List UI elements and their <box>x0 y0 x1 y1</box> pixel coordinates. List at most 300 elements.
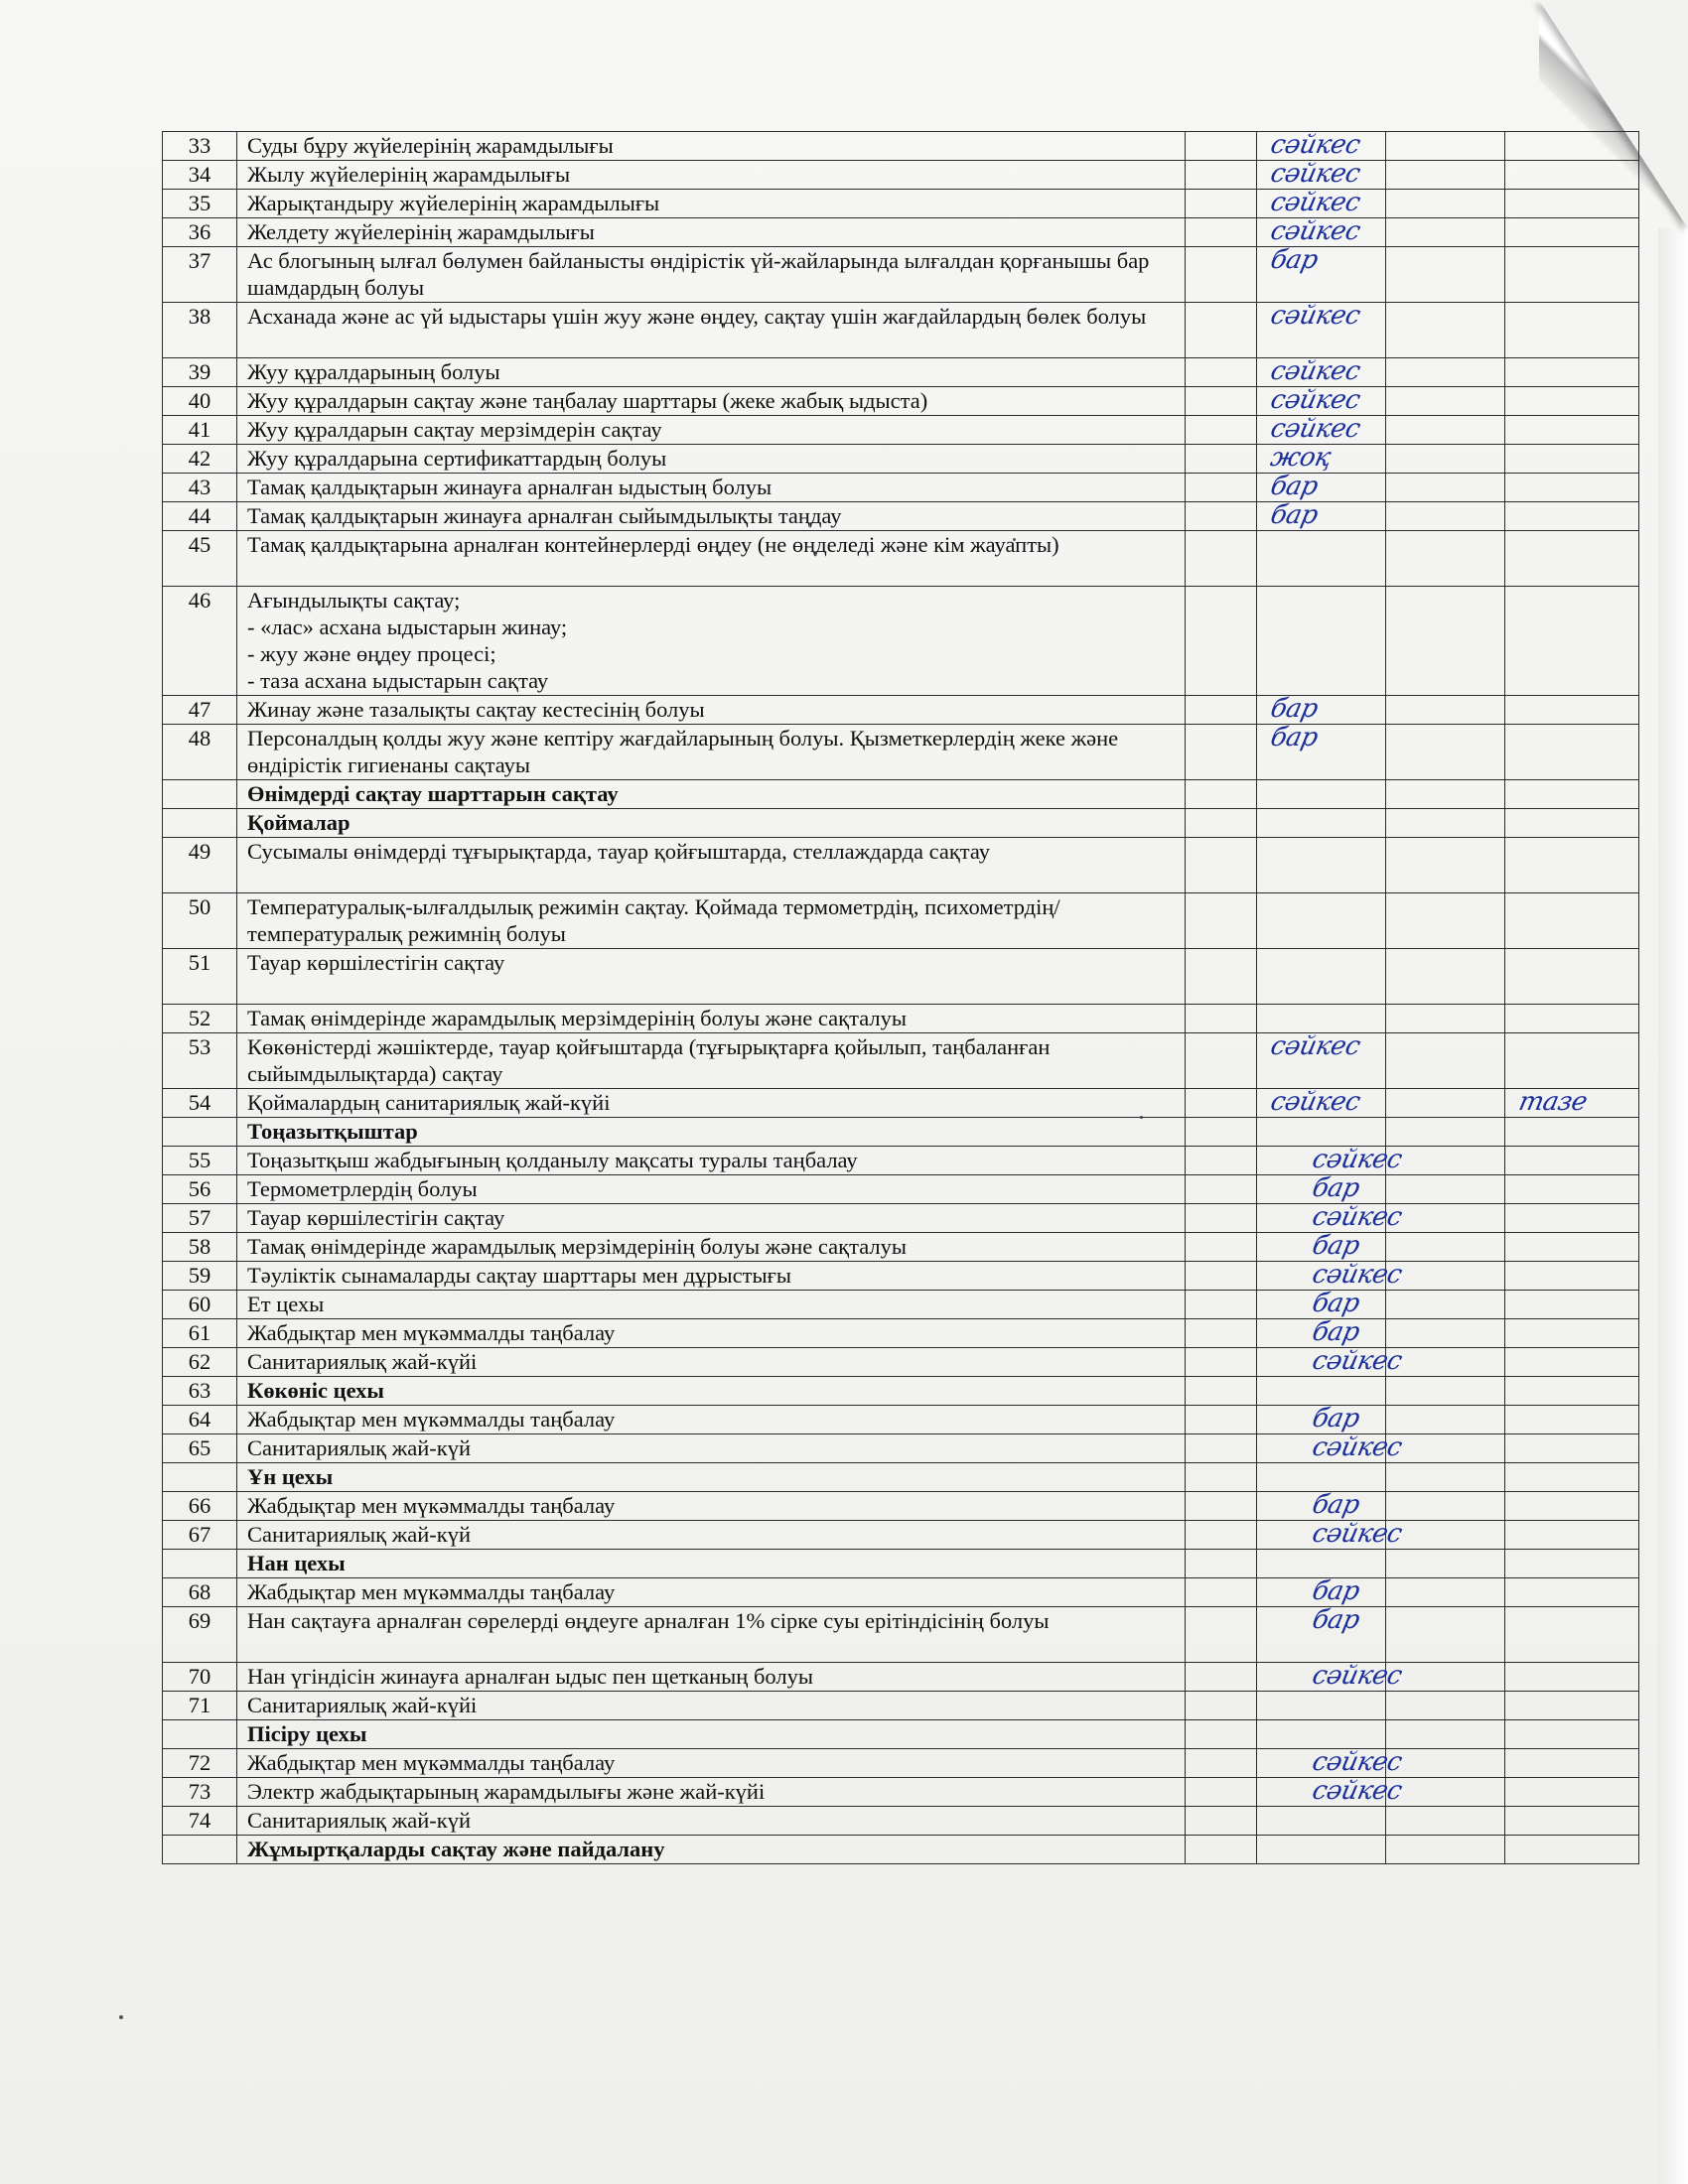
assessment-cell <box>1257 780 1386 809</box>
table-row <box>163 1434 1639 1463</box>
criterion-text: Санитариялық жай-күй <box>237 1521 1186 1550</box>
criterion-text: Тауар көршілестігін сақтау <box>237 949 1186 1005</box>
assessment-cell <box>1386 1147 1505 1175</box>
criterion-text: Санитариялық жай-күйі <box>237 1692 1186 1720</box>
row-number: 46 <box>163 587 237 696</box>
row-number: 73 <box>163 1778 237 1807</box>
section-heading: Пісіру цехы <box>237 1720 1186 1749</box>
assessment-cell <box>1505 1578 1639 1607</box>
assessment-cell <box>1186 1291 1257 1319</box>
assessment-cell <box>1505 696 1639 725</box>
section-row <box>163 780 1639 809</box>
table-row <box>163 387 1639 416</box>
criterion-text: Тамақ қалдықтарын жинауға арналған сыйымдылықты таңдау <box>237 502 1186 531</box>
row-number: 59 <box>163 1262 237 1291</box>
table-row <box>163 1492 1639 1521</box>
row-number: 68 <box>163 1578 237 1607</box>
assessment-cell <box>1505 1521 1639 1550</box>
assessment-cell <box>1257 1233 1386 1262</box>
table-row <box>163 1204 1639 1233</box>
row-number <box>163 1720 237 1749</box>
assessment-cell <box>1505 949 1639 1005</box>
assessment-cell <box>1186 809 1257 838</box>
assessment-cell <box>1186 218 1257 247</box>
table-row <box>163 1262 1639 1291</box>
handwritten-mark: бар <box>1309 1317 1362 1347</box>
table-row <box>163 1521 1639 1550</box>
assessment-cell <box>1386 1005 1505 1033</box>
assessment-cell <box>1257 696 1386 725</box>
assessment-cell <box>1505 809 1639 838</box>
criterion-text: Термометрлердің болуы <box>237 1175 1186 1204</box>
assessment-cell <box>1386 161 1505 190</box>
criterion-text: Жабдықтар мен мүкәммалды таңбалау <box>237 1406 1186 1434</box>
section-row <box>163 809 1639 838</box>
criterion-text: Санитариялық жай-күй <box>237 1434 1186 1463</box>
handwritten-mark: сәйкес <box>1267 414 1363 444</box>
criterion-text: Санитариялық жай-күй <box>237 1807 1186 1836</box>
assessment-cell <box>1505 1434 1639 1463</box>
criterion-text: Жинау және тазалықты сақтау кестесінің болуы <box>237 696 1186 725</box>
table-row <box>163 1749 1639 1778</box>
criterion-text: Жуу құралдарына сертификаттардың болуы <box>237 445 1186 474</box>
handwritten-mark: бар <box>1309 1490 1362 1520</box>
criterion-text: Тәуліктік сынамаларды сақтау шарттары мен дұрыстығы <box>237 1262 1186 1291</box>
row-number: 56 <box>163 1175 237 1204</box>
row-number <box>163 1836 237 1864</box>
criterion-text: Тамақ қалдықтарын жинауға арналған ыдыстың болуы <box>237 474 1186 502</box>
handwritten-mark: бар <box>1267 245 1321 275</box>
criterion-text: Персоналдың қолды жуу және кептіру жағдайларының болуы. Қызметкерлердің жеке және өндірістік гигиенаны сақтауы <box>237 725 1186 780</box>
assessment-cell <box>1257 1346 1405 1377</box>
assessment-cell <box>1257 1661 1405 1692</box>
assessment-cell <box>1386 1778 1505 1807</box>
criterion-text: Жабдықтар мен мүкәммалды таңбалау <box>237 1492 1186 1521</box>
row-number: 62 <box>163 1348 237 1377</box>
assessment-cell <box>1505 161 1639 190</box>
assessment-cell <box>1505 1262 1639 1291</box>
assessment-cell <box>1186 161 1257 190</box>
assessment-cell <box>1257 949 1386 1005</box>
row-number: 65 <box>163 1434 237 1463</box>
assessment-cell <box>1386 1291 1505 1319</box>
assessment-cell <box>1386 190 1505 218</box>
row-number: 54 <box>163 1089 237 1118</box>
assessment-cell <box>1186 132 1257 161</box>
assessment-cell <box>1505 1778 1639 1807</box>
assessment-cell <box>1186 1175 1257 1204</box>
assessment-cell <box>1257 1692 1386 1720</box>
assessment-cell <box>1257 1747 1405 1778</box>
row-number: 63 <box>163 1377 237 1406</box>
assessment-cell <box>1386 1663 1505 1692</box>
handwritten-mark: сәйкес <box>1309 1260 1405 1290</box>
assessment-cell <box>1257 1776 1405 1807</box>
assessment-cell <box>1257 1118 1386 1147</box>
table-row <box>163 132 1639 161</box>
assessment-cell <box>1505 1492 1639 1521</box>
assessment-cell <box>1257 1377 1386 1406</box>
assessment-cell <box>1186 949 1257 1005</box>
assessment-cell <box>1257 1145 1405 1175</box>
table-row <box>163 1807 1639 1836</box>
assessment-cell <box>1386 1463 1505 1492</box>
assessment-cell <box>1257 1463 1386 1492</box>
criterion-text: Санитариялық жай-күйі <box>237 1348 1186 1377</box>
assessment-cell <box>1186 587 1257 696</box>
assessment-cell <box>1257 1089 1386 1118</box>
assessment-cell <box>1186 1348 1257 1377</box>
assessment-cell <box>1257 1607 1386 1663</box>
assessment-cell <box>1505 1005 1639 1033</box>
assessment-cell <box>1186 1607 1257 1663</box>
assessment-cell <box>1386 1233 1505 1262</box>
section-row <box>163 1463 1639 1492</box>
handwritten-mark: сәйкес <box>1309 1747 1405 1777</box>
assessment-cell <box>1257 1578 1386 1607</box>
assessment-cell <box>1186 1807 1257 1836</box>
row-number: 41 <box>163 416 237 445</box>
row-number: 44 <box>163 502 237 531</box>
section-row <box>163 1720 1639 1749</box>
assessment-cell <box>1186 1147 1257 1175</box>
assessment-cell <box>1386 218 1505 247</box>
assessment-cell <box>1386 696 1505 725</box>
assessment-cell <box>1257 1406 1386 1434</box>
row-number: 37 <box>163 247 237 303</box>
table-row <box>163 1175 1639 1204</box>
assessment-cell <box>1386 445 1505 474</box>
assessment-cell <box>1257 1175 1386 1204</box>
assessment-cell <box>1186 696 1257 725</box>
handwritten-mark: бар <box>1267 694 1321 724</box>
assessment-cell <box>1505 893 1639 949</box>
table-row <box>163 161 1639 190</box>
assessment-cell <box>1257 1202 1405 1233</box>
row-number: 52 <box>163 1005 237 1033</box>
handwritten-mark: бар <box>1267 500 1321 530</box>
assessment-cell <box>1186 303 1257 358</box>
table-row <box>163 474 1639 502</box>
assessment-cell <box>1186 1434 1257 1463</box>
assessment-cell <box>1505 1348 1639 1377</box>
assessment-cell <box>1186 1033 1257 1089</box>
row-number: 45 <box>163 531 237 587</box>
criterion-text: Желдету жүйелерінің жарамдылығы <box>237 218 1186 247</box>
table-row <box>163 531 1639 587</box>
assessment-cell <box>1386 1492 1505 1521</box>
assessment-cell <box>1505 1233 1639 1262</box>
table-row <box>163 1692 1639 1720</box>
assessment-cell <box>1386 1262 1505 1291</box>
assessment-cell <box>1257 587 1386 696</box>
table-row <box>163 696 1639 725</box>
assessment-cell <box>1186 416 1257 445</box>
assessment-cell <box>1186 1233 1257 1262</box>
assessment-cell <box>1386 1118 1505 1147</box>
assessment-cell <box>1505 1377 1639 1406</box>
assessment-cell <box>1505 587 1639 696</box>
criterion-text: Нан сақтауға арналған сөрелерді өңдеуге арналған 1% сірке суы ерітіндісінің болуы <box>237 1607 1186 1663</box>
criterion-text: Жарықтандыру жүйелерінің жарамдылығы <box>237 190 1186 218</box>
assessment-cell <box>1257 1319 1386 1348</box>
assessment-cell <box>1186 1836 1257 1864</box>
criterion-text: Электр жабдықтарының жарамдылығы және жай-күйі <box>237 1778 1186 1807</box>
row-number: 71 <box>163 1692 237 1720</box>
criterion-text: Тауар көршілестігін сақтау <box>237 1204 1186 1233</box>
assessment-cell <box>1386 1692 1505 1720</box>
assessment-cell <box>1505 1807 1639 1836</box>
assessment-cell <box>1505 1692 1639 1720</box>
row-number: 40 <box>163 387 237 416</box>
assessment-cell <box>1257 809 1386 838</box>
assessment-cell <box>1505 1089 1639 1118</box>
row-number <box>163 1463 237 1492</box>
assessment-cell <box>1505 1033 1639 1089</box>
assessment-cell <box>1257 1291 1386 1319</box>
row-number: 42 <box>163 445 237 474</box>
assessment-cell <box>1186 1692 1257 1720</box>
row-number: 57 <box>163 1204 237 1233</box>
handwritten-mark: сәйкес <box>1309 1202 1405 1232</box>
handwritten-mark: сәйкес <box>1309 1433 1405 1462</box>
criterion-text: Нан үгіндісін жинауға арналған ыдыс пен щетканың болуы <box>237 1663 1186 1692</box>
handwritten-mark: сәйкес <box>1309 1776 1405 1806</box>
assessment-cell <box>1186 1521 1257 1550</box>
table-row <box>163 1778 1639 1807</box>
assessment-cell <box>1505 132 1639 161</box>
assessment-cell <box>1186 1492 1257 1521</box>
criterion-text: Қоймалардың санитариялық жай-күйі <box>237 1089 1186 1118</box>
criterion-text: Тоңазытқыш жабдығының қолданылу мақсаты туралы таңбалау <box>237 1147 1186 1175</box>
assessment-cell <box>1386 949 1505 1005</box>
assessment-cell <box>1505 358 1639 387</box>
criterion-text: Жуу құралдарының болуы <box>237 358 1186 387</box>
handwritten-mark: жоқ <box>1267 443 1334 473</box>
assessment-cell <box>1257 1519 1405 1550</box>
assessment-cell <box>1186 893 1257 949</box>
assessment-cell <box>1186 1262 1257 1291</box>
assessment-cell <box>1186 1319 1257 1348</box>
assessment-cell <box>1505 1147 1639 1175</box>
assessment-cell <box>1505 1749 1639 1778</box>
row-number: 70 <box>163 1663 237 1692</box>
row-number: 69 <box>163 1607 237 1663</box>
section-row <box>163 1118 1639 1147</box>
criterion-text: Ет цехы <box>237 1291 1186 1319</box>
row-number: 39 <box>163 358 237 387</box>
assessment-cell <box>1505 531 1639 587</box>
table-row <box>163 247 1639 303</box>
inspection-checklist-table <box>162 131 1639 1864</box>
assessment-cell <box>1505 1463 1639 1492</box>
assessment-cell <box>1186 190 1257 218</box>
table-row <box>163 1663 1639 1692</box>
criterion-text: Жуу құралдарын сақтау және таңбалау шарттары (жеке жабық ыдыста) <box>237 387 1186 416</box>
assessment-cell <box>1186 780 1257 809</box>
assessment-cell <box>1186 725 1257 780</box>
criterion-text: Асханада және ас үй ыдыстары үшін жуу және өңдеу, сақтау үшін жағдайлардың бөлек болуы <box>237 303 1186 358</box>
assessment-cell <box>1257 531 1386 587</box>
row-number <box>163 780 237 809</box>
table-row <box>163 1348 1639 1377</box>
handwritten-mark: сәйкес <box>1309 1661 1405 1691</box>
assessment-cell <box>1186 1118 1257 1147</box>
assessment-cell <box>1257 190 1386 218</box>
assessment-cell <box>1386 474 1505 502</box>
assessment-cell <box>1386 587 1505 696</box>
criterion-text: Суды бұру жүйелерінің жарамдылығы <box>237 132 1186 161</box>
handwritten-mark: бар <box>1309 1576 1362 1606</box>
table-row <box>163 358 1639 387</box>
assessment-cell <box>1257 247 1386 303</box>
assessment-cell <box>1257 445 1386 474</box>
handwritten-mark: сәйкес <box>1267 301 1363 331</box>
table-row <box>163 1005 1639 1033</box>
assessment-cell <box>1257 387 1386 416</box>
assessment-cell <box>1386 838 1505 893</box>
assessment-cell <box>1257 1005 1386 1033</box>
assessment-cell <box>1257 1836 1386 1864</box>
assessment-cell <box>1257 502 1386 531</box>
assessment-cell <box>1186 531 1257 587</box>
assessment-cell <box>1505 1204 1639 1233</box>
assessment-cell <box>1186 358 1257 387</box>
assessment-cell <box>1257 1807 1386 1836</box>
table-row <box>163 416 1639 445</box>
row-number <box>163 809 237 838</box>
criterion-text: Көкөніс цехы <box>237 1377 1186 1406</box>
assessment-cell <box>1386 1720 1505 1749</box>
assessment-cell <box>1386 132 1505 161</box>
assessment-cell <box>1186 1720 1257 1749</box>
assessment-cell <box>1257 893 1386 949</box>
assessment-cell <box>1505 303 1639 358</box>
table-row <box>163 1319 1639 1348</box>
assessment-cell <box>1386 1749 1505 1778</box>
assessment-cell <box>1386 1175 1505 1204</box>
assessment-cell <box>1505 502 1639 531</box>
assessment-cell <box>1386 247 1505 303</box>
assessment-cell <box>1505 1607 1639 1663</box>
handwritten-mark: сәйкес <box>1267 130 1363 160</box>
table-row <box>163 1233 1639 1262</box>
row-number: 36 <box>163 218 237 247</box>
assessment-cell <box>1386 1434 1505 1463</box>
assessment-cell <box>1257 132 1386 161</box>
row-number: 53 <box>163 1033 237 1089</box>
assessment-cell <box>1505 247 1639 303</box>
criterion-text: Жабдықтар мен мүкәммалды таңбалау <box>237 1319 1186 1348</box>
table-row <box>163 303 1639 358</box>
handwritten-mark: сәйкес <box>1267 385 1363 415</box>
assessment-cell <box>1257 416 1386 445</box>
assessment-cell <box>1186 1578 1257 1607</box>
assessment-cell <box>1386 1836 1505 1864</box>
assessment-cell <box>1257 1492 1386 1521</box>
section-heading: Жұмыртқаларды сақтау және пайдалану <box>237 1836 1186 1864</box>
row-number <box>163 1118 237 1147</box>
section-heading: Нан цехы <box>237 1550 1186 1578</box>
row-number: 47 <box>163 696 237 725</box>
assessment-cell <box>1186 502 1257 531</box>
assessment-cell <box>1386 1319 1505 1348</box>
criterion-text: Ас блогының ылғал бөлумен байланысты өндірістік үй-жайларында ылғалдан қорғанышы бар шамдардың болуы <box>237 247 1186 303</box>
assessment-cell <box>1505 1291 1639 1319</box>
assessment-cell <box>1186 1778 1257 1807</box>
assessment-cell <box>1386 809 1505 838</box>
assessment-cell <box>1505 1663 1639 1692</box>
assessment-cell <box>1257 303 1386 358</box>
table-row <box>163 838 1639 893</box>
handwritten-mark: сәйкес <box>1267 356 1363 386</box>
assessment-cell <box>1386 1607 1505 1663</box>
assessment-cell <box>1386 416 1505 445</box>
table-row <box>163 190 1639 218</box>
assessment-cell <box>1505 190 1639 218</box>
assessment-cell <box>1386 1550 1505 1578</box>
section-row <box>163 1550 1639 1578</box>
handwritten-mark: сәйкес <box>1267 188 1363 217</box>
assessment-cell <box>1386 725 1505 780</box>
handwritten-mark: сәйкес <box>1267 1087 1363 1117</box>
assessment-cell <box>1505 1175 1639 1204</box>
assessment-cell <box>1505 725 1639 780</box>
handwritten-mark: бар <box>1309 1404 1362 1433</box>
assessment-cell <box>1386 1033 1505 1089</box>
table-row <box>163 1607 1639 1663</box>
assessment-cell <box>1505 416 1639 445</box>
criterion-text: Жуу құралдарын сақтау мерзімдерін сақтау <box>237 416 1186 445</box>
assessment-cell <box>1505 1118 1639 1147</box>
assessment-cell <box>1186 474 1257 502</box>
section-heading: Өнімдерді сақтау шарттарын сақтау <box>237 780 1186 809</box>
table-row <box>163 445 1639 474</box>
table-row <box>163 725 1639 780</box>
assessment-cell <box>1386 531 1505 587</box>
criterion-text: Температуралық-ылғалдылық режимін сақтау. Қоймада термометрдің, психометрдің/температуралық режимнің болуы <box>237 893 1186 949</box>
table-row <box>163 587 1639 696</box>
assessment-cell <box>1386 1377 1505 1406</box>
assessment-cell <box>1505 1720 1639 1749</box>
handwritten-mark: сәйкес <box>1309 1346 1405 1376</box>
row-number: 48 <box>163 725 237 780</box>
row-number: 43 <box>163 474 237 502</box>
section-heading: Қоймалар <box>237 809 1186 838</box>
assessment-cell <box>1257 474 1386 502</box>
table-row <box>163 949 1639 1005</box>
row-number: 66 <box>163 1492 237 1521</box>
row-number: 55 <box>163 1147 237 1175</box>
assessment-cell <box>1186 1406 1257 1434</box>
assessment-cell <box>1505 218 1639 247</box>
row-number: 58 <box>163 1233 237 1262</box>
section-row <box>163 1836 1639 1864</box>
assessment-cell <box>1186 1749 1257 1778</box>
table-row <box>163 1406 1639 1434</box>
handwritten-mark: сәйкес <box>1309 1145 1405 1174</box>
assessment-cell <box>1186 1550 1257 1578</box>
assessment-cell <box>1186 1204 1257 1233</box>
row-number <box>163 1550 237 1578</box>
handwritten-mark: сәйкес <box>1267 216 1363 246</box>
handwritten-mark: бар <box>1309 1231 1362 1261</box>
assessment-cell <box>1386 1348 1505 1377</box>
assessment-cell <box>1505 838 1639 893</box>
assessment-cell <box>1257 725 1386 780</box>
assessment-cell <box>1257 1550 1386 1578</box>
assessment-cell <box>1257 838 1386 893</box>
